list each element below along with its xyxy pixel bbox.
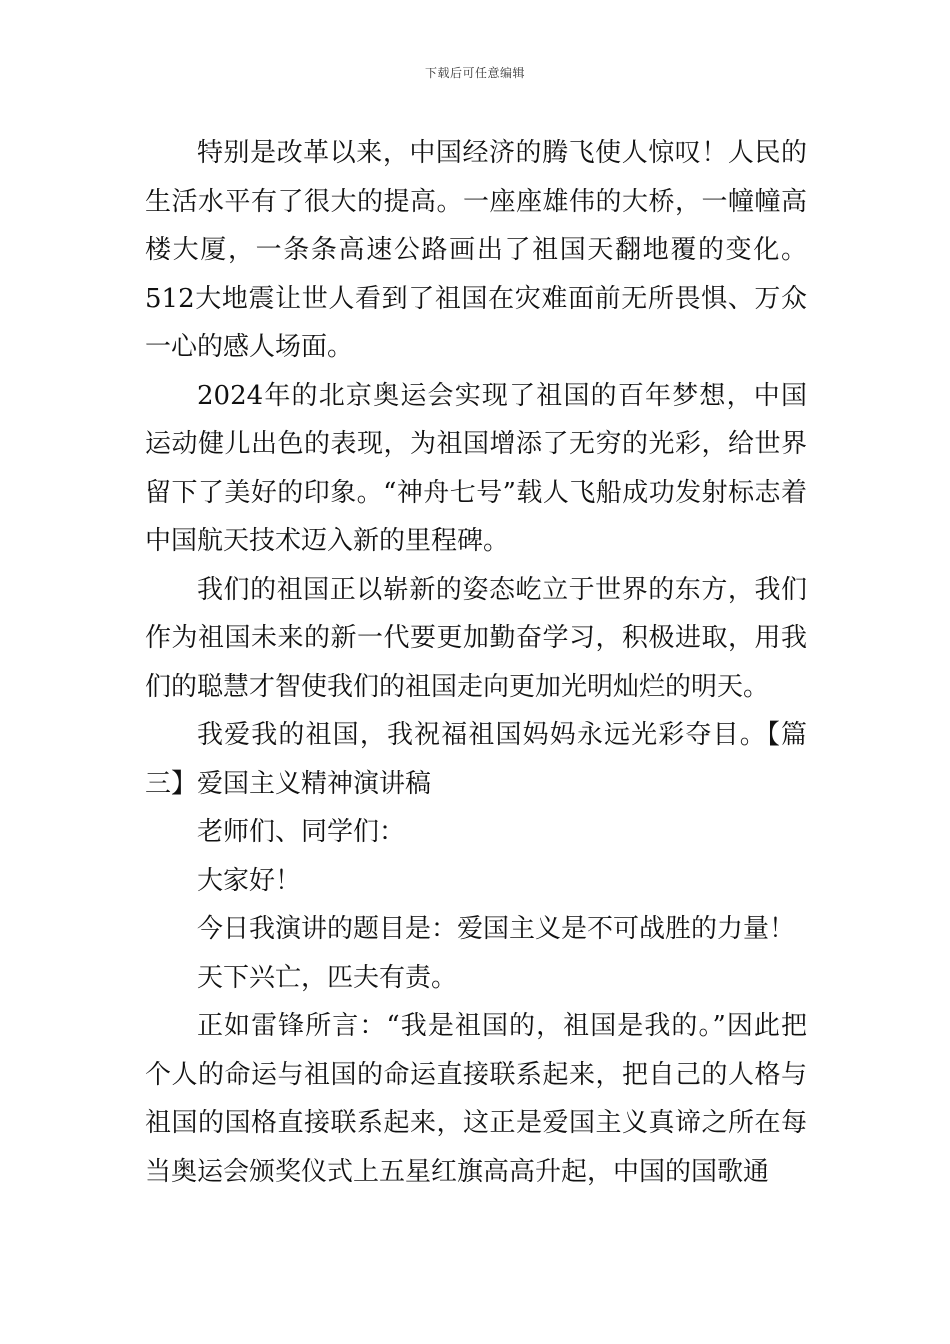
page-header: 下载后可任意编辑 bbox=[424, 66, 525, 80]
paragraph-salutation: 老师们、同学们： bbox=[197, 817, 406, 847]
paragraph-leifeng: 正如雷锋所言：“我是祖国的，祖国是我的。”因此把个人的命运与祖国的命运直接联系起来，把自己的人格与祖国的国格直接联系起来，这正是爱国主义真谛之所在每当奥运会颁奖仪式上五星红旗高高升起，中国的国歌通 bbox=[145, 1011, 807, 1187]
paragraph-olympics: 2024年的北京奥运会实现了祖国的百年梦想，中国运动健儿出色的表现，为祖国增添了无穷的光彩，给世界留下了美好的印象。“神舟七号”载人飞船成功发射标志着中国航天技术迈入新的里程碑。 bbox=[145, 380, 807, 556]
paragraph-economy: 特别是改革以来，中国经济的腾飞使人惊叹！人民的生活水平有了很大的提高。一座座雄伟的大桥，一幢幢高楼大厦，一条条高速公路画出了祖国天翻地覆的变化。512大地震让世人看到了祖国在灾难面前无所畏惧、万众一心的感人场面。 bbox=[145, 138, 807, 362]
document-body bbox=[145, 129, 807, 1196]
paragraph-blessing: 我爱我的祖国，我祝福祖国妈妈永远光彩夺目。【篇三】爱国主义精神演讲稿 bbox=[145, 720, 807, 799]
paragraph-greeting: 大家好！ bbox=[197, 865, 302, 896]
paragraph-future: 我们的祖国正以崭新的姿态屹立于世界的东方，我们作为祖国未来的新一代要更加勤奋学习，积极进取，用我们的聪慧才智使我们的祖国走向更加光明灿烂的明天。 bbox=[145, 574, 807, 702]
paragraph-topic: 今日我演讲的题目是：爱国主义是不可战胜的力量！ bbox=[197, 914, 796, 944]
paragraph-proverb: 天下兴亡，匹夫有责。 bbox=[197, 962, 458, 993]
